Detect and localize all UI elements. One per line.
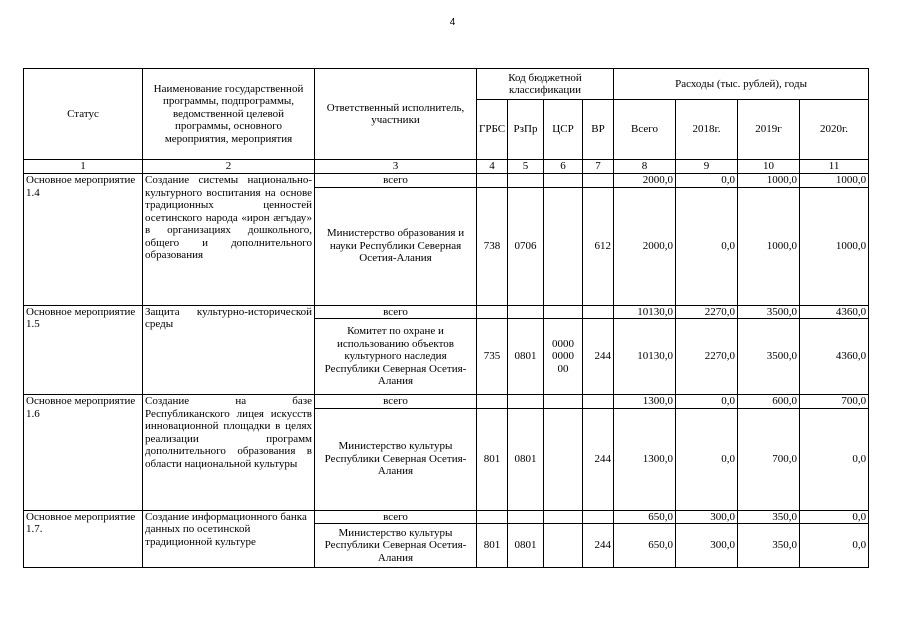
- value-2019: 1000,0: [738, 187, 800, 305]
- value-2019: 350,0: [738, 510, 800, 524]
- value-2018: 0,0: [676, 395, 738, 409]
- value-2018: 2270,0: [676, 305, 738, 319]
- column-number: 3: [315, 160, 477, 174]
- column-number: 9: [676, 160, 738, 174]
- measure-status: Основное мероприятие 1.7.: [24, 510, 143, 568]
- csr-code: [544, 408, 583, 510]
- column-number: 7: [583, 160, 614, 174]
- rzpr-code: 0801: [508, 319, 544, 395]
- header-2020: 2020г.: [800, 100, 869, 160]
- value-2018: 2270,0: [676, 319, 738, 395]
- column-number: 2: [143, 160, 315, 174]
- value-2019: 600,0: [738, 395, 800, 409]
- column-number: 11: [800, 160, 869, 174]
- rzpr-code: 0706: [508, 187, 544, 305]
- value-2018: 300,0: [676, 524, 738, 568]
- budget-table: [23, 68, 869, 568]
- total-value: 10130,0: [614, 319, 676, 395]
- column-number: 4: [477, 160, 508, 174]
- value-2020: 1000,0: [800, 174, 869, 188]
- value-2018: 0,0: [676, 187, 738, 305]
- measure-total-row: [24, 174, 869, 188]
- value-2020: 0,0: [800, 524, 869, 568]
- value-2020: 4360,0: [800, 305, 869, 319]
- measure-name: Создание информационного банка данных по осетинской традиционной культуре: [143, 510, 315, 568]
- executor: Комитет по охране и использованию объектов культурного наследия Республики Северная Осетия-Алания: [315, 319, 477, 395]
- header-csr: ЦСР: [544, 100, 583, 160]
- total-label: всего: [315, 395, 477, 409]
- value-2019: 700,0: [738, 408, 800, 510]
- grbs-code: 801: [477, 524, 508, 568]
- vr-code: 244: [583, 319, 614, 395]
- vr-code: 612: [583, 187, 614, 305]
- rzpr-code: 0801: [508, 408, 544, 510]
- executor: Министерство образования и науки Республики Северная Осетия-Алания: [315, 187, 477, 305]
- total-value: 1300,0: [614, 408, 676, 510]
- value-2020: 0,0: [800, 510, 869, 524]
- page-number: 4: [449, 17, 456, 28]
- total-value: 2000,0: [614, 174, 676, 188]
- measure-total-row: [24, 305, 869, 319]
- value-2020: 700,0: [800, 395, 869, 409]
- value-2019: 3500,0: [738, 305, 800, 319]
- header-responsible: Ответственный исполнитель, участники: [315, 69, 477, 160]
- vr-code: 244: [583, 408, 614, 510]
- header-vr: ВР: [583, 100, 614, 160]
- value-2018: 300,0: [676, 510, 738, 524]
- header-name: Наименование государственной программы, подпрограммы, ведомственной целевой программы, основного мероприятия, мероприятия: [143, 69, 315, 160]
- total-label: всего: [315, 305, 477, 319]
- executor: Министерство культуры Республики Северная Осетия-Алания: [315, 408, 477, 510]
- measure-status: Основное мероприятие 1.5: [24, 305, 143, 395]
- vr-code: 244: [583, 524, 614, 568]
- measure-name: Создание на базе Республиканского лицея искусств инновационной площадки в целях реализации программ дополнительного образования в области национальной культуры: [143, 395, 315, 511]
- column-number-row: [24, 160, 869, 174]
- value-2020: 0,0: [800, 408, 869, 510]
- measure-total-row: [24, 510, 869, 524]
- total-value: 1300,0: [614, 395, 676, 409]
- csr-code: 0000 0000 00: [544, 319, 583, 395]
- value-2018: 0,0: [676, 408, 738, 510]
- header-rzpr: РзПр: [508, 100, 544, 160]
- measure-status: Основное мероприятие 1.4: [24, 174, 143, 306]
- header-row-1: [24, 69, 869, 100]
- grbs-code: 801: [477, 408, 508, 510]
- column-number: 1: [24, 160, 143, 174]
- total-label: всего: [315, 510, 477, 524]
- total-value: 650,0: [614, 510, 676, 524]
- header-expenses: Расходы (тыс. рублей), годы: [614, 69, 869, 100]
- value-2019: 1000,0: [738, 174, 800, 188]
- value-2020: 4360,0: [800, 319, 869, 395]
- executor: Министерство культуры Республики Северная Осетия-Алания: [315, 524, 477, 568]
- total-label: всего: [315, 174, 477, 188]
- value-2019: 3500,0: [738, 319, 800, 395]
- header-2018: 2018г.: [676, 100, 738, 160]
- measure-name: Создание системы национально-культурного воспитания на основе традиционных ценностей осетинского народа «ирон æгъдау» в организациях дошкольного, общего и дополнительного образования: [143, 174, 315, 306]
- csr-code: [544, 524, 583, 568]
- header-total: Всего: [614, 100, 676, 160]
- rzpr-code: 0801: [508, 524, 544, 568]
- total-value: 2000,0: [614, 187, 676, 305]
- csr-code: [544, 187, 583, 305]
- value-2020: 1000,0: [800, 187, 869, 305]
- measure-total-row: [24, 395, 869, 409]
- measure-name: Защита культурно-исторической среды: [143, 305, 315, 395]
- total-value: 650,0: [614, 524, 676, 568]
- value-2018: 0,0: [676, 174, 738, 188]
- header-budget-code: Код бюджетной классификации: [477, 69, 614, 100]
- grbs-code: 738: [477, 187, 508, 305]
- total-value: 10130,0: [614, 305, 676, 319]
- column-number: 6: [544, 160, 583, 174]
- measure-status: Основное мероприятие 1.6: [24, 395, 143, 511]
- value-2019: 350,0: [738, 524, 800, 568]
- column-number: 8: [614, 160, 676, 174]
- header-2019: 2019г: [738, 100, 800, 160]
- header-grbs: ГРБС: [477, 100, 508, 160]
- header-status: Статус: [24, 69, 143, 160]
- column-number: 10: [738, 160, 800, 174]
- column-number: 5: [508, 160, 544, 174]
- grbs-code: 735: [477, 319, 508, 395]
